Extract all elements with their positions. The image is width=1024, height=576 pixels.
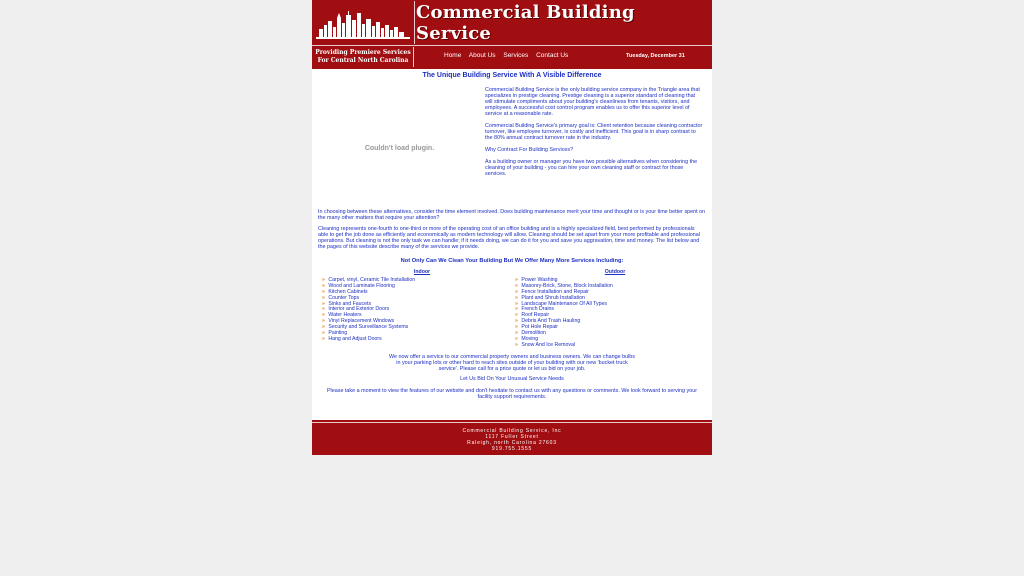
outdoor-heading: Outdoor (604, 269, 626, 275)
double-arrow-icon: » (322, 324, 325, 331)
skyline-logo (313, 1, 415, 44)
intro-paragraph-2: Commercial Building Service's primary goal is: Client retention because cleaning contractor turnover, like employee turnover, is costly and inefficient. This goal is in sharp contrast to the 80% annual contract turnover rate in the industry. (485, 123, 703, 141)
service-item-label: Landscape Maintenance Of All Types (521, 300, 607, 307)
service-item-label: Plant and Shrub Installation (521, 294, 585, 301)
nav-bar (312, 45, 712, 69)
double-arrow-icon: » (322, 282, 325, 289)
body-paragraph-2: Cleaning represents one-fourth to one-third or more of the operating cost of an office building and is a highly specialized field, best performed by professionals able to get the job done as efficiently and economically as modern technology will allow. Cleaning should be set apart from your more profitable and professional operations. But cleaning is not the only task we can handle; if it needs doing, we can do it for you and save you aggravation, time and money. The list below and the pages of this website describe many of the services we provide. (318, 226, 700, 250)
double-arrow-icon: » (515, 300, 518, 307)
double-arrow-icon: » (515, 330, 518, 337)
page-container (312, 0, 712, 455)
nav-services-link[interactable]: Services (503, 52, 529, 59)
service-item-label: Pot Hole Repair (521, 324, 559, 331)
header-banner (312, 0, 712, 45)
service-item-label: Hang and Adjust Doors (328, 335, 382, 342)
service-item-label: Security and Surveillance Systems (328, 324, 409, 331)
service-item-label: Power Washing (521, 276, 558, 283)
service-item-label: Demolition (521, 330, 546, 337)
outdoor-column (515, 270, 715, 349)
page-heading: The Unique Building Service With A Visible Difference (422, 72, 602, 79)
service-item-label: Kitchen Cabinets (328, 288, 368, 295)
closing-text: Please take a moment to view the features of our website and don't hesitate to contact us with any questions or comments. We look forward to serving your facility support requirements. (326, 388, 698, 400)
current-date: Tuesday, December 31 (626, 53, 685, 59)
service-item-label: Vinyl Replacement Windows (328, 318, 395, 325)
service-item-label: Wood and Laminate Flooring (328, 282, 395, 289)
service-item-label: Counter Tops (328, 294, 360, 301)
service-item-label: Interior and Exterior Doors (328, 306, 390, 313)
indoor-column (322, 270, 522, 343)
double-arrow-icon: » (515, 341, 518, 348)
service-item-label: Carpet, vinyl, Ceramic Tile Installation (328, 276, 416, 283)
double-arrow-icon: » (322, 294, 325, 301)
indoor-heading: Indoor (413, 269, 431, 275)
double-arrow-icon: » (322, 288, 325, 295)
service-item-label: Debris And Trash Hauling (521, 318, 581, 325)
nav-home-link[interactable]: Home (444, 52, 462, 59)
double-arrow-icon: » (515, 306, 518, 313)
double-arrow-icon: » (322, 318, 325, 325)
plugin-placeholder: Couldn't load plugin. (364, 144, 435, 152)
service-item-label: Sinks and Faucets (328, 300, 372, 307)
service-item-label: Moving (521, 335, 539, 342)
service-item-label: Masonry-Brick, Stone, Block Installation (521, 282, 613, 289)
double-arrow-icon: » (322, 276, 325, 283)
indoor-list (322, 278, 522, 343)
double-arrow-icon: » (515, 282, 518, 289)
footer-city: Raleigh, north Carolina 27603 (467, 440, 557, 446)
double-arrow-icon: » (515, 335, 518, 342)
footer-phone: 919.755.1555 (491, 446, 533, 452)
service-item-label: Water Heaters (328, 312, 362, 319)
outdoor-list (515, 278, 715, 349)
site-title: Commercial Building Service (416, 1, 635, 44)
double-arrow-icon: » (515, 288, 518, 295)
intro-question: Why Contract For Building Services? (485, 147, 574, 153)
double-arrow-icon: » (515, 294, 518, 301)
more-services-heading: Not Only Can We Clean Your Building But We Offer Many More Services Including: (400, 258, 624, 264)
service-item (515, 343, 715, 349)
footer (312, 422, 712, 455)
service-item-label: French Drains (521, 306, 554, 313)
intro-text (485, 87, 703, 183)
intro-paragraph-1: Commercial Building Service is the only building service company in the Triangle area that specializes in prestige cleaning. Prestige cleaning is a superior standard of cleaning that will stimulate compliments about your building's cleanliness from tenants, visitors, and employees. A successful cost control program enables us to offer this superior level of service at a reasonable rate. (485, 87, 700, 117)
nav-about-link[interactable]: About Us (468, 52, 496, 59)
tagline-line1: Providing Premiere Services (315, 49, 411, 56)
double-arrow-icon: » (322, 330, 325, 337)
body-text (318, 209, 706, 255)
footer-street: 1117 Fuller Street (485, 434, 539, 440)
double-arrow-icon: » (515, 312, 518, 319)
body-paragraph-1: In choosing between these alternatives, consider the time element involved. Does building maintenance merit your time and thought or is your time better spent on the many other matters that require your attention? (318, 209, 706, 221)
double-arrow-icon: » (515, 276, 518, 283)
tagline (313, 47, 414, 67)
double-arrow-icon: » (322, 300, 325, 307)
double-arrow-icon: » (322, 335, 325, 342)
nav-contact-link[interactable]: Contact Us (536, 52, 569, 59)
tagline-line2: For Central North Carolina (317, 56, 409, 64)
double-arrow-icon: » (515, 318, 518, 325)
service-item-label: Roof Repair (521, 312, 550, 319)
bid-link[interactable]: Let Us Bid On Your Unusual Service Needs (460, 376, 564, 382)
bucket-truck-text: We now offer a service to our commercial property owners and business owners. We can change bulbs in your parking lots or other hard to reach sites outside of your building with our new 'bucket truck service'. Please call for a price quote or let us bid on your job. (389, 354, 635, 372)
double-arrow-icon: » (322, 312, 325, 319)
service-item-label: Fence Installation and Repair (521, 288, 589, 295)
service-item-label: Snow And Ice Removal (521, 341, 576, 348)
double-arrow-icon: » (322, 306, 325, 313)
intro-paragraph-4: As a building owner or manager you have two possible alternatives when considering the cleaning of your building - you can hire your own cleaning staff or contract for those services. (485, 159, 698, 177)
nav-links (444, 52, 574, 59)
skyline-icon (313, 1, 414, 44)
service-item (322, 337, 522, 343)
double-arrow-icon: » (515, 324, 518, 331)
service-item-label: Painting (328, 330, 348, 337)
footer-company: Commercial Building Service, Inc (462, 428, 562, 434)
